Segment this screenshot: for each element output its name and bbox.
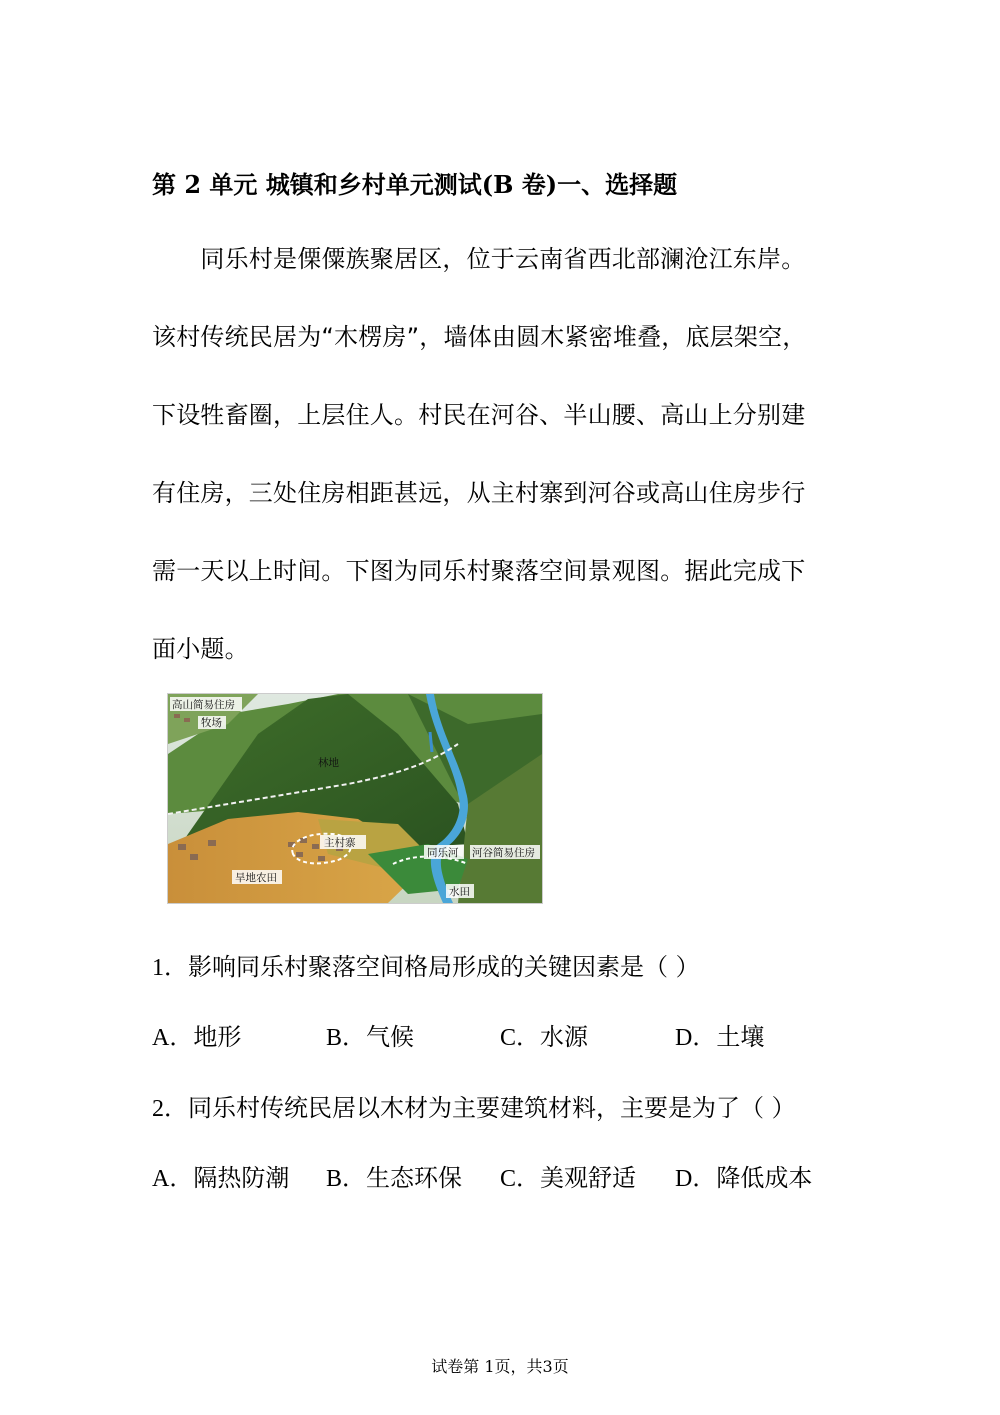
option-letter: C．: [500, 1025, 541, 1051]
option-letter: A．: [152, 1166, 194, 1192]
option-2d[interactable]: [675, 1161, 812, 1196]
page-title: 第 2 单元 城镇和乡村单元测试(B 卷)一、选择题: [152, 170, 678, 199]
page-footer: 试卷第 1页，共3页: [431, 1357, 569, 1376]
option-text: 气候: [366, 1023, 415, 1051]
question-2: [152, 1091, 796, 1126]
option-2b[interactable]: [326, 1161, 462, 1196]
option-2a[interactable]: [152, 1161, 289, 1196]
option-1b[interactable]: [326, 1020, 414, 1055]
question-number: 1．: [152, 955, 188, 981]
option-text: 土壤: [716, 1023, 765, 1051]
option-letter: B．: [326, 1166, 367, 1192]
label-river: 同乐河: [427, 847, 459, 859]
option-letter: A．: [152, 1025, 194, 1051]
question-stem: 同乐村传统民居以木材为主要建筑材料，主要是为了（ ）: [188, 1094, 796, 1122]
passage-line: 需一天以上时间。下图为同乐村聚落空间景观图。据此完成下: [152, 557, 806, 585]
passage-line: 面小题。: [152, 635, 249, 663]
option-1a[interactable]: [152, 1020, 241, 1055]
label-forest: 林地: [318, 757, 339, 769]
option-letter: B．: [326, 1025, 367, 1051]
option-letter: D．: [675, 1166, 717, 1192]
label-dry-farmland: 旱地农田: [235, 872, 277, 884]
label-valley-house: 河谷简易住房: [472, 847, 535, 859]
village-landscape-figure: [167, 693, 543, 904]
label-highland-house: 高山简易住房: [172, 699, 235, 711]
question-1: [152, 950, 700, 985]
option-text: 美观舒适: [540, 1164, 637, 1192]
label-pasture: 牧场: [201, 717, 222, 729]
passage-line: 同乐村是傈僳族聚居区，位于云南省西北部澜沧江东岸。: [152, 245, 806, 273]
label-main-village: 主村寨: [324, 837, 356, 849]
option-1c[interactable]: [500, 1020, 588, 1055]
option-text: 降低成本: [716, 1164, 813, 1192]
passage-line: 下设牲畜圈，上层住人。村民在河谷、半山腰、高山上分别建: [152, 401, 806, 429]
option-letter: C．: [500, 1166, 541, 1192]
option-text: 水源: [540, 1023, 589, 1051]
option-text: 地形: [193, 1023, 242, 1051]
label-paddy: 水田: [449, 886, 470, 898]
option-text: 生态环保: [366, 1164, 463, 1192]
question-stem: 影响同乐村聚落空间格局形成的关键因素是（ ）: [188, 953, 700, 981]
passage-line: 有住房，三处住房相距甚远，从主村寨到河谷或高山住房步行: [152, 479, 806, 507]
option-text: 隔热防潮: [193, 1164, 290, 1192]
question-number: 2．: [152, 1096, 188, 1122]
option-2c[interactable]: [500, 1161, 636, 1196]
passage-line: 该村传统民居为“木楞房”，墙体由圆木紧密堆叠，底层架空，: [152, 323, 807, 351]
option-letter: D．: [675, 1025, 717, 1051]
option-1d[interactable]: [675, 1020, 764, 1055]
